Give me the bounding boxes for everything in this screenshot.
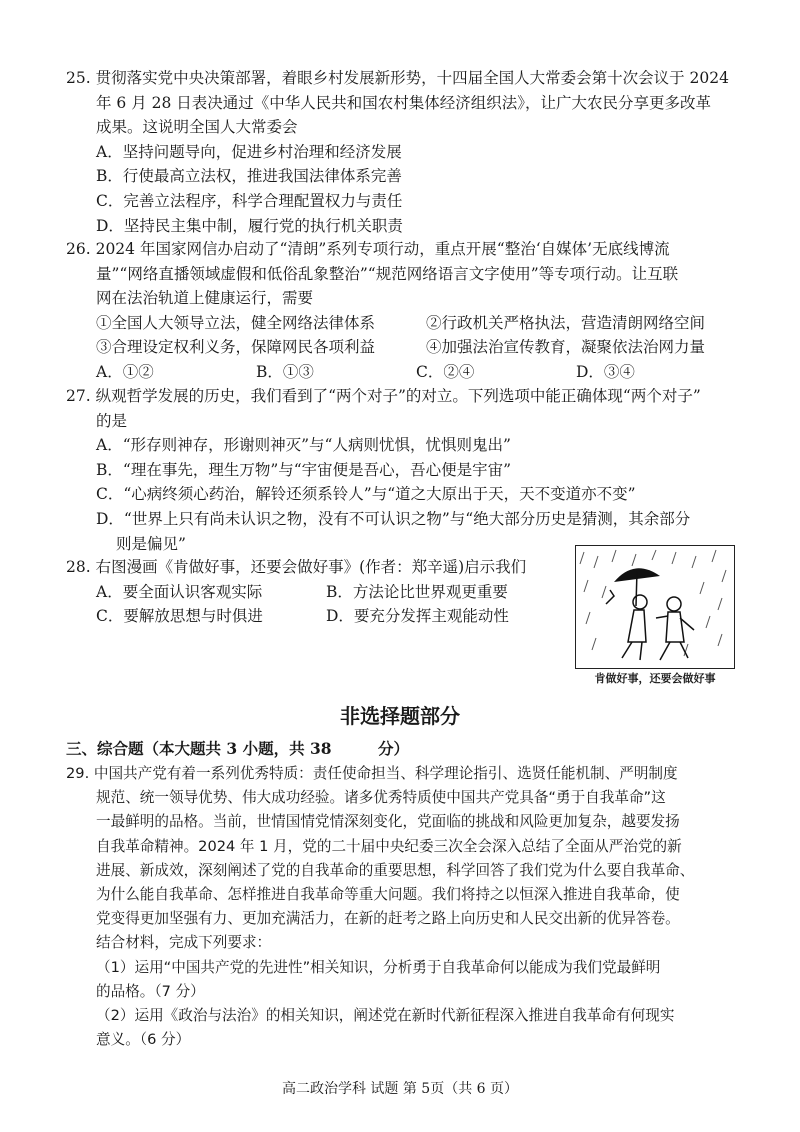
q28-option-c: C．要解放思想与时俱进	[96, 607, 263, 626]
q26-stem-line-1: 26. 2024 年国家网信办启动了“清朗”系列专项行动，重点开展“整治‘自媒体’无底线博流	[66, 240, 670, 258]
q26-statements	[66, 311, 746, 360]
q26-choice-a: A．①②	[96, 362, 154, 381]
q26-statement-4: ④加强法治宣传教育，凝聚依法治网力量	[426, 338, 706, 357]
q27-stem-line-2: 的是	[96, 411, 128, 430]
q27-option-b: B．“理在事先，理生万物”与“宇宙便是吾心，吾心便是宇宙”	[96, 460, 512, 479]
question-26	[66, 237, 746, 385]
q28-options	[66, 580, 566, 629]
q29-sub1-line-1: （1）运用“中国共产党的先进性”相关知识，分析勇于自我革命何以能成为我们党最鲜明	[96, 958, 661, 976]
q27-option-d-continued: 则是偏见”	[116, 534, 186, 553]
q27-option-c: C．“心病终须心药治，解铃还须系铃人”与“道之大原出于天，天不变道亦不变”	[96, 485, 636, 504]
q26-stem-line-2: 量”“网络直播领域虚假和低俗乱象整治”“规范网络语言文字使用”等专项行动。让互联	[96, 264, 679, 283]
rain-streaks	[580, 550, 726, 656]
q27-stem-line-1: 27. 纵观哲学发展的历史，我们看到了“两个对子”的对立。下列选项中能正确体现“两个对子”	[66, 387, 701, 405]
q28-option-a: A．要全面认识客观实际	[96, 582, 263, 601]
q26-statement-1: ①全国人大领导立法，健全网络法律体系	[96, 313, 376, 332]
page-footer: 高二政治学科 试题 第 5页（共 6 页）	[281, 1081, 519, 1097]
q29-sub2-line-1: （2）运用《政治与法治》的相关知识，阐述党在新时代新征程深入推进自我革命有何现实	[96, 1007, 675, 1025]
q27-option-a: A．“形存则神存，形谢则神灭”与“人病则忧惧，忧惧则鬼出”	[96, 436, 511, 455]
cartoon-drawing	[576, 546, 734, 668]
q29-line-7: 党变得更加坚强有力、更加充满活力，在新的赶考之路上向历史和人民交出新的优异答卷。	[96, 910, 680, 928]
q25-option-b: B．行使最高立法权，推进我国法律体系完善	[96, 167, 402, 186]
q25-stem-line-3: 成果。这说明全国人大常委会	[96, 118, 298, 137]
q25-stem-line-1: 25. 贯彻落实党中央决策部署，着眼乡村发展新形势，十四届全国人大常委会第十次会议于 2024	[66, 69, 729, 87]
q25-option-d: D．坚持民主集中制，履行党的执行机关职责	[96, 216, 403, 235]
q28-stem: 28. 右图漫画《肯做好事，还要会做好事》(作者：郑辛遥)启示我们	[66, 558, 527, 576]
q26-stem-line-3: 网在法治轨道上健康运行，需要	[96, 289, 314, 308]
q28-option-d: D．要充分发挥主观能动性	[326, 607, 509, 626]
q29-line-4: 自我革命精神。2024 年 1 月，党的二十届中央纪委三次全会深入总结了全面从严治党的新	[96, 837, 682, 855]
q26-choice-d: D．③④	[576, 362, 635, 381]
q25-option-c: C．完善立法程序，科学合理配置权力与责任	[96, 191, 403, 210]
q26-statement-3: ③合理设定权利义务，保障网民各项利益	[96, 338, 376, 357]
q26-choice-b: B．①③	[256, 362, 314, 381]
q29-line-2: 规范、统一领导优势、伟大成功经验。诸多优秀特质使中国共产党具备“勇于自我革命”这	[96, 789, 666, 807]
question-29	[66, 762, 746, 1052]
q26-choices	[66, 360, 746, 385]
cartoon-caption: 肯做好事，还要会做好事	[594, 672, 716, 685]
q26-statement-2: ②行政机关严格执法，营造清朗网络空间	[426, 313, 706, 332]
cartoon-illustration	[575, 545, 735, 669]
question-28	[66, 555, 566, 629]
q29-line-3: 一最鲜明的品格。当前，世情国情党情深刻变化，党面临的挑战和风险更加复杂，越要发扬	[96, 813, 680, 831]
q29-line-5: 进展、新成效，深刻阐述了党的自我革命的重要思想，科学回答了我们党为什么要自我革命、	[96, 861, 695, 879]
q28-option-b: B．方法论比世界观更重要	[326, 582, 508, 601]
q29-line-8: 结合材料，完成下列要求：	[96, 934, 272, 952]
question-27	[66, 384, 746, 556]
q29-sub1-line-2: 的品格。（7 分）	[96, 982, 205, 1000]
q29-sub2-line-2: 意义。（6 分）	[96, 1031, 191, 1049]
section-title: 非选择题部分	[340, 704, 460, 728]
q29-line-6: 为什么能自我革命、怎样推进自我革命等重大问题。我们将持之以恒深入推进自我革命，使	[96, 886, 680, 904]
q25-stem-line-2: 年 6 月 28 日表决通过《中华人民共和国农村集体经济组织法》，让广大农民分享更多改革	[96, 93, 712, 112]
part-heading: 三、综合题（本大题共 3 小题，共 38 分）	[66, 739, 410, 758]
q26-choice-c: C．②④	[416, 362, 475, 381]
q25-option-a: A．坚持问题导向，促进乡村治理和经济发展	[96, 142, 402, 161]
q27-option-d: D．“世界上只有尚未认识之物，没有不可认识之物”与“绝大部分历史是猜测，其余部分	[96, 509, 691, 528]
q29-line-1: 29. 中国共产党有着一系列优秀特质：责任使命担当、科学理论指引、选贤任能机制、严明制度	[66, 765, 678, 782]
question-25	[66, 66, 746, 238]
